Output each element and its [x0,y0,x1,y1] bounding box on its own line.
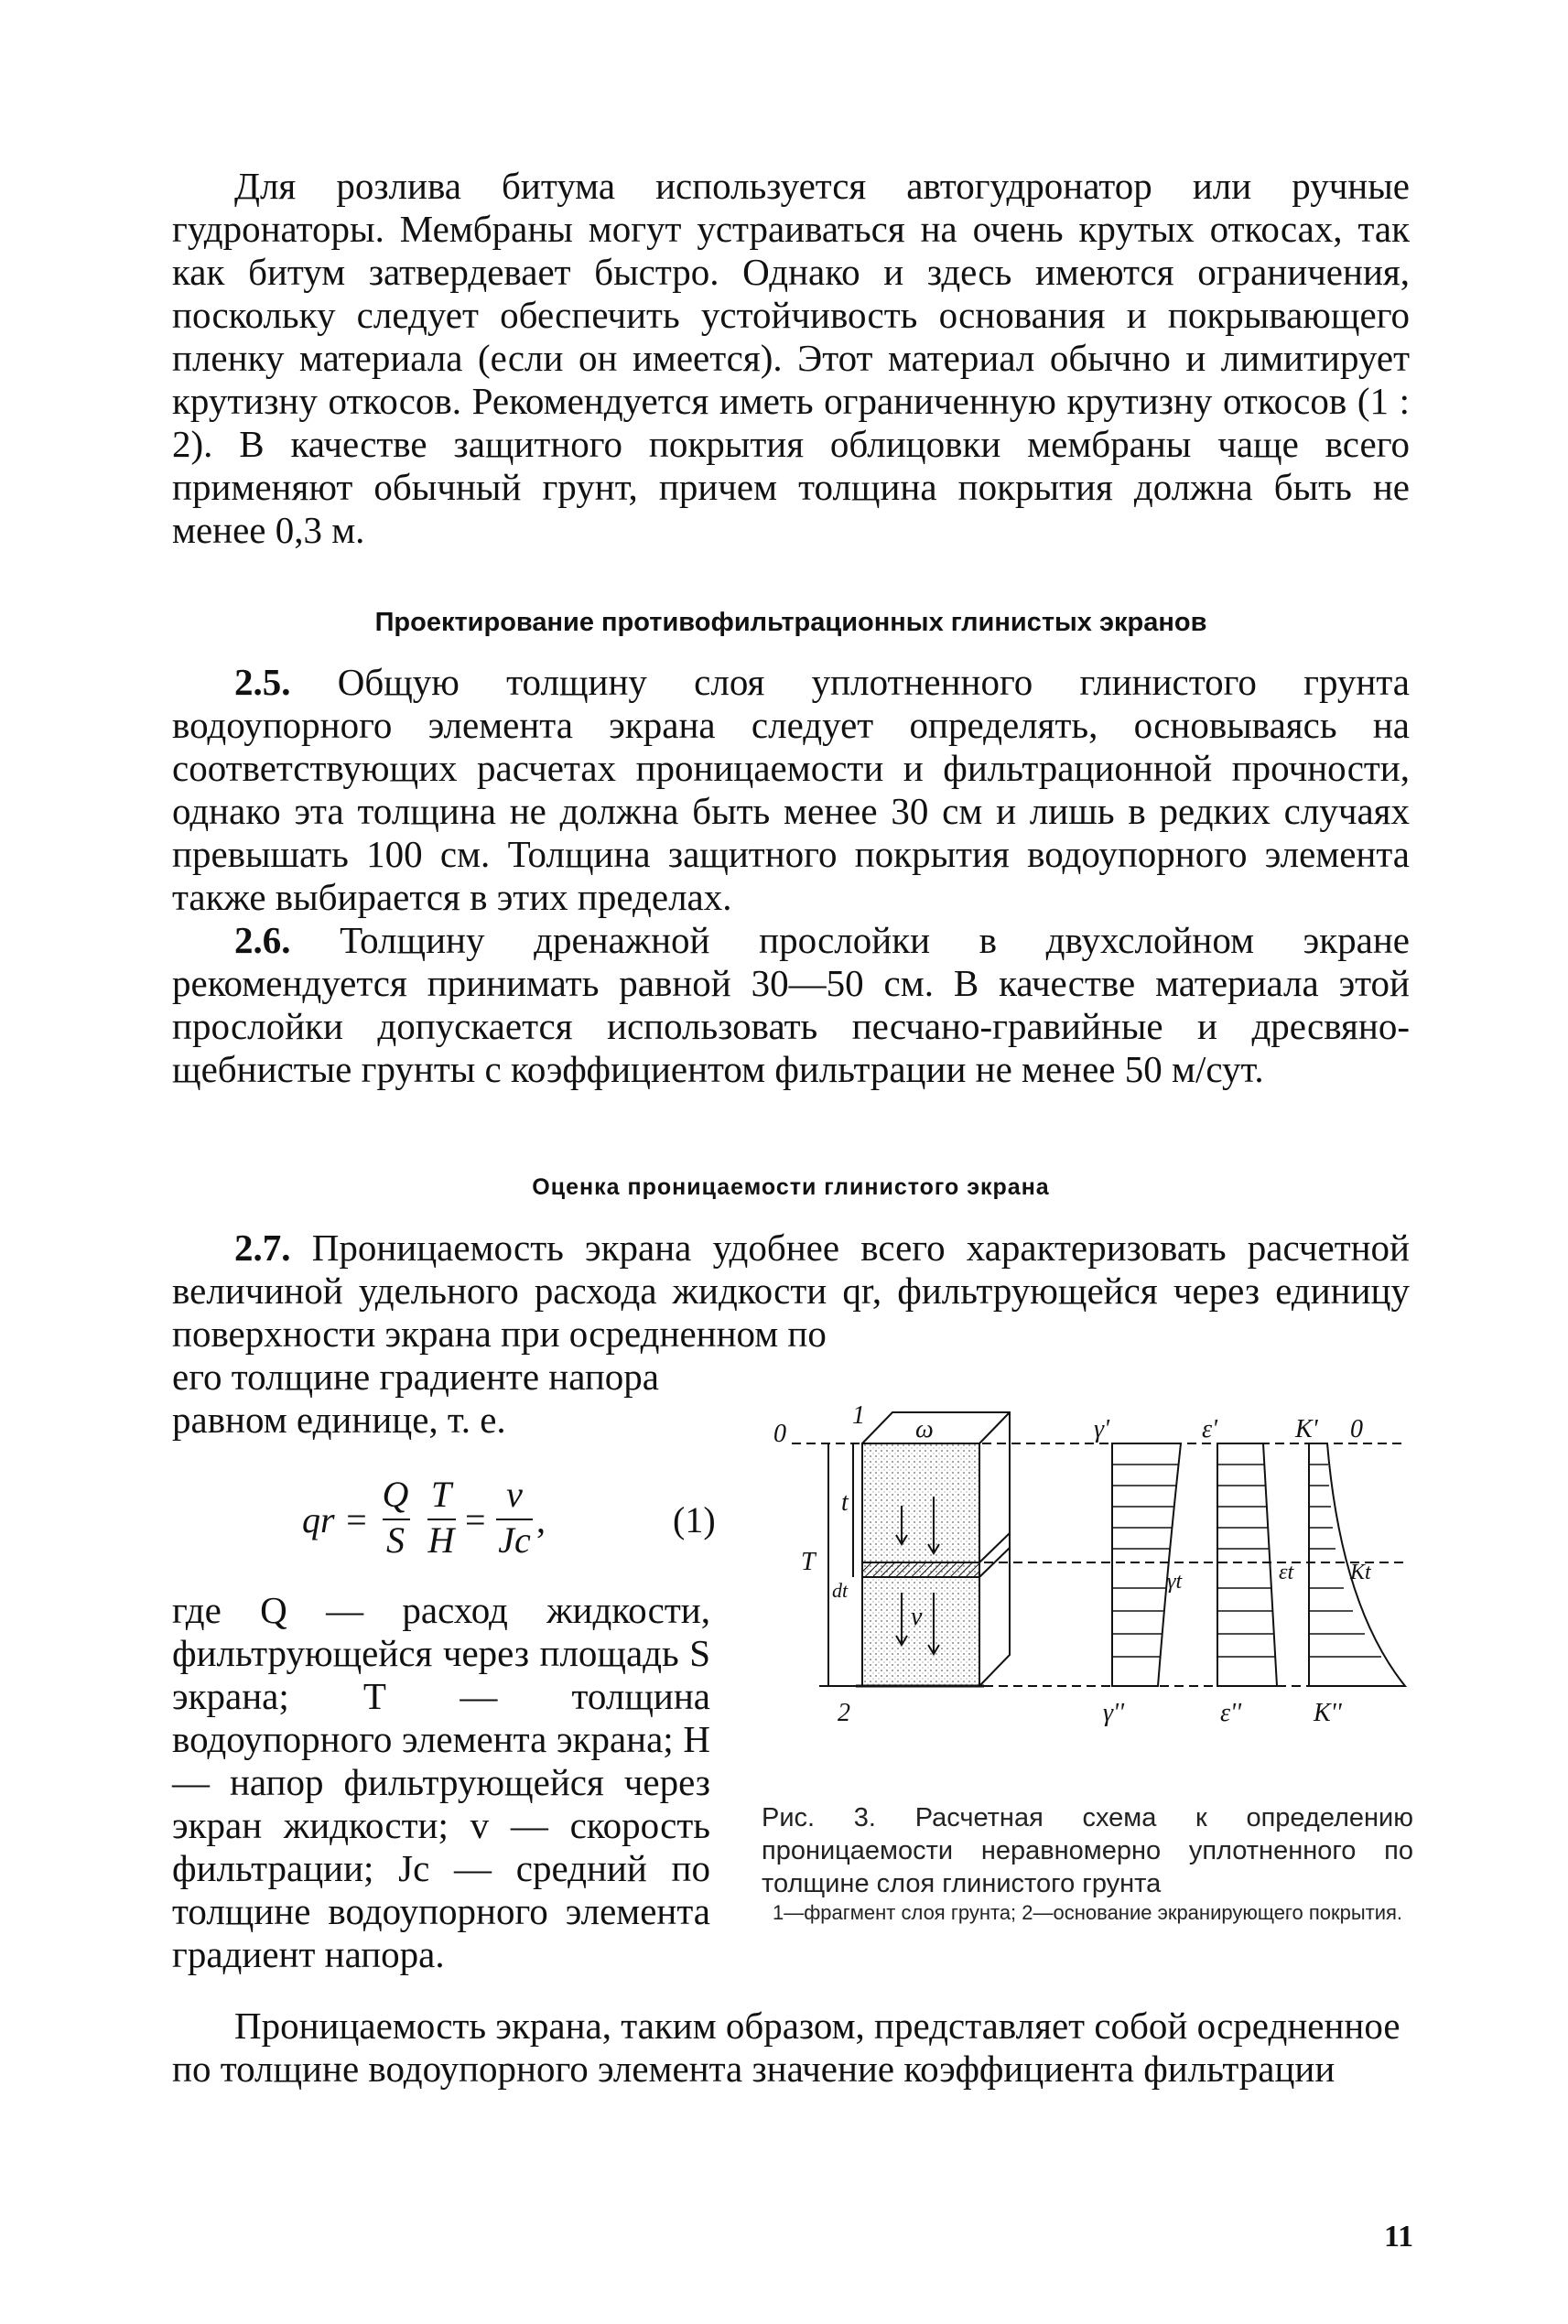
label-k-t: Kt [1350,1561,1371,1584]
section-heading-design: Проектирование противофильтрационных глинистых экранов [374,608,1207,637]
caption-note: 1—фрагмент слоя грунта; 2—основание экранирующего покрытия. [772,1901,1403,1924]
paragraph-number: 2.6. [234,919,291,961]
label-omega: ω [915,1415,934,1443]
formula-eq: = [465,1499,486,1540]
formula-f1-den: S [386,1519,405,1561]
label-eps2: ε'' [1220,1699,1242,1727]
label-gamma-t: γt [1167,1570,1183,1594]
label-k2: K'' [1314,1699,1342,1727]
caption-main: Рис. 3. Расчетная схема к определению проницаемости неравномерно уплотненного по толщине слоя глинистого грунта [762,1803,1413,1898]
label-v: v [911,1603,923,1631]
label-k1: K' [1295,1415,1318,1443]
paragraph-text: Толщину дренажной прослойки в двухслойном экране рекомендуется принимать равной 30—50 см. В качестве материала этой прослойки допускается использовать песчано-гравийные и дресвяно-щебнистые грунты с коэффициентом фильтрации не менее 50 м/сут. [172,919,1410,1090]
figure-3 [764,1405,1423,1735]
paragraph-text: Проницаемость экрана удобнее всего характеризовать расчетной величиной удельного расхода жидкости qr, фильтрующейся через единицу поверхности экрана при осредненном по [172,1227,1410,1355]
formula-f1-num: Q [382,1474,409,1515]
formula-lhs: qr = [302,1499,369,1540]
label-eps1: ε' [1202,1415,1218,1443]
formula-f2-den: H [427,1519,455,1561]
paragraph-2-6 [172,919,1410,1091]
label-one: 1 [852,1405,865,1430]
intro-paragraph-block [172,165,1410,552]
intro-paragraph: Для розлива битума используется автогудронатор или ручные гудронаторы. Мембраны могут устраиваться на очень крутых откосах, так как битум затвердевает быстро. Однако и здесь имеются ограничения, поскольку следует обеспечить устойчивость основания и покрывающего пленку материала (если он имеется). Этот материал обычно и лимитирует крутизну откосов. Рекомендуется иметь ограниченную крутизну откосов (1 : 2). В качестве защитного покрытия облицовки мембраны чаще всего применяют обычный грунт, причем толщина покрытия должна быть не менее 0,3 м. [172,165,1410,551]
figure-caption [762,1801,1413,1926]
section-heading-assess: Оценка проницаемости глинистого экрана [532,1174,1050,1200]
label-t: t [841,1488,849,1517]
label-gamma1: γ' [1094,1415,1110,1443]
formula-f2-num: T [430,1474,452,1515]
final-paragraph-block [172,2005,1410,2091]
label-gamma2: γ'' [1103,1699,1125,1727]
epsilon-diagram [1217,1443,1277,1686]
where-paragraph: где Q — расход жидкости, фильтрующейся через площадь S экрана; T — толщина водоупорного элемента экрана; H — напор фильтрующейся через экран жидкости; v — скорость фильтрации; Jc — средний по толщине водоупорного элемента градиент напора. [172,1589,710,1975]
gamma-diagram [1112,1443,1181,1686]
paragraph-2-5 [172,661,1410,919]
formula-number: (1) [673,1499,716,1540]
formula-comma: , [536,1499,546,1540]
paragraph-2-7-block [172,1227,1410,1356]
formula-f3-num: v [506,1474,523,1515]
label-eps-t: εt [1279,1561,1294,1584]
formula-svg [302,1472,723,1563]
label-zero-left: 0 [773,1420,786,1448]
figure-diagram [764,1405,1423,1735]
paragraph-text: Общую толщину слоя уплотненного глинистого грунта водоупорного элемента экрана следует определять, основываясь на соответствующих расчетах проницаемости и фильтрационной прочности, однако эта толщина не должна быть менее 30 см и лишь в редких случаях превышать 100 см. Толщина защитного покрытия водоупорного элемента также выбирается в этих пределах. [172,661,1410,918]
final-paragraph: Проницаемость экрана, таким образом, представляет собой осредненное по толщине водоупорного элемента значение коэффициента фильтрации [172,2005,1400,2090]
paragraph-2-7-continuation [172,1356,721,1442]
paragraph-2-7-cont: его толщине градиенте напора равном единице, т. е. [172,1356,659,1441]
where-block [172,1589,710,1976]
paragraph-number: 2.7. [234,1227,291,1269]
paragraph-number: 2.5. [234,661,291,703]
label-dt: dt [832,1579,849,1602]
formula-1 [302,1472,723,1563]
formula-f3-den: Jc [498,1519,531,1561]
layer-dt [862,1562,979,1577]
label-T: T [801,1548,816,1576]
label-two: 2 [838,1699,850,1727]
page-number: 11 [1384,2220,1414,2254]
label-zero-right: 0 [1350,1415,1363,1443]
paragraphs-2-5-2-6 [172,661,1410,1091]
paragraph-2-7 [172,1227,1410,1356]
